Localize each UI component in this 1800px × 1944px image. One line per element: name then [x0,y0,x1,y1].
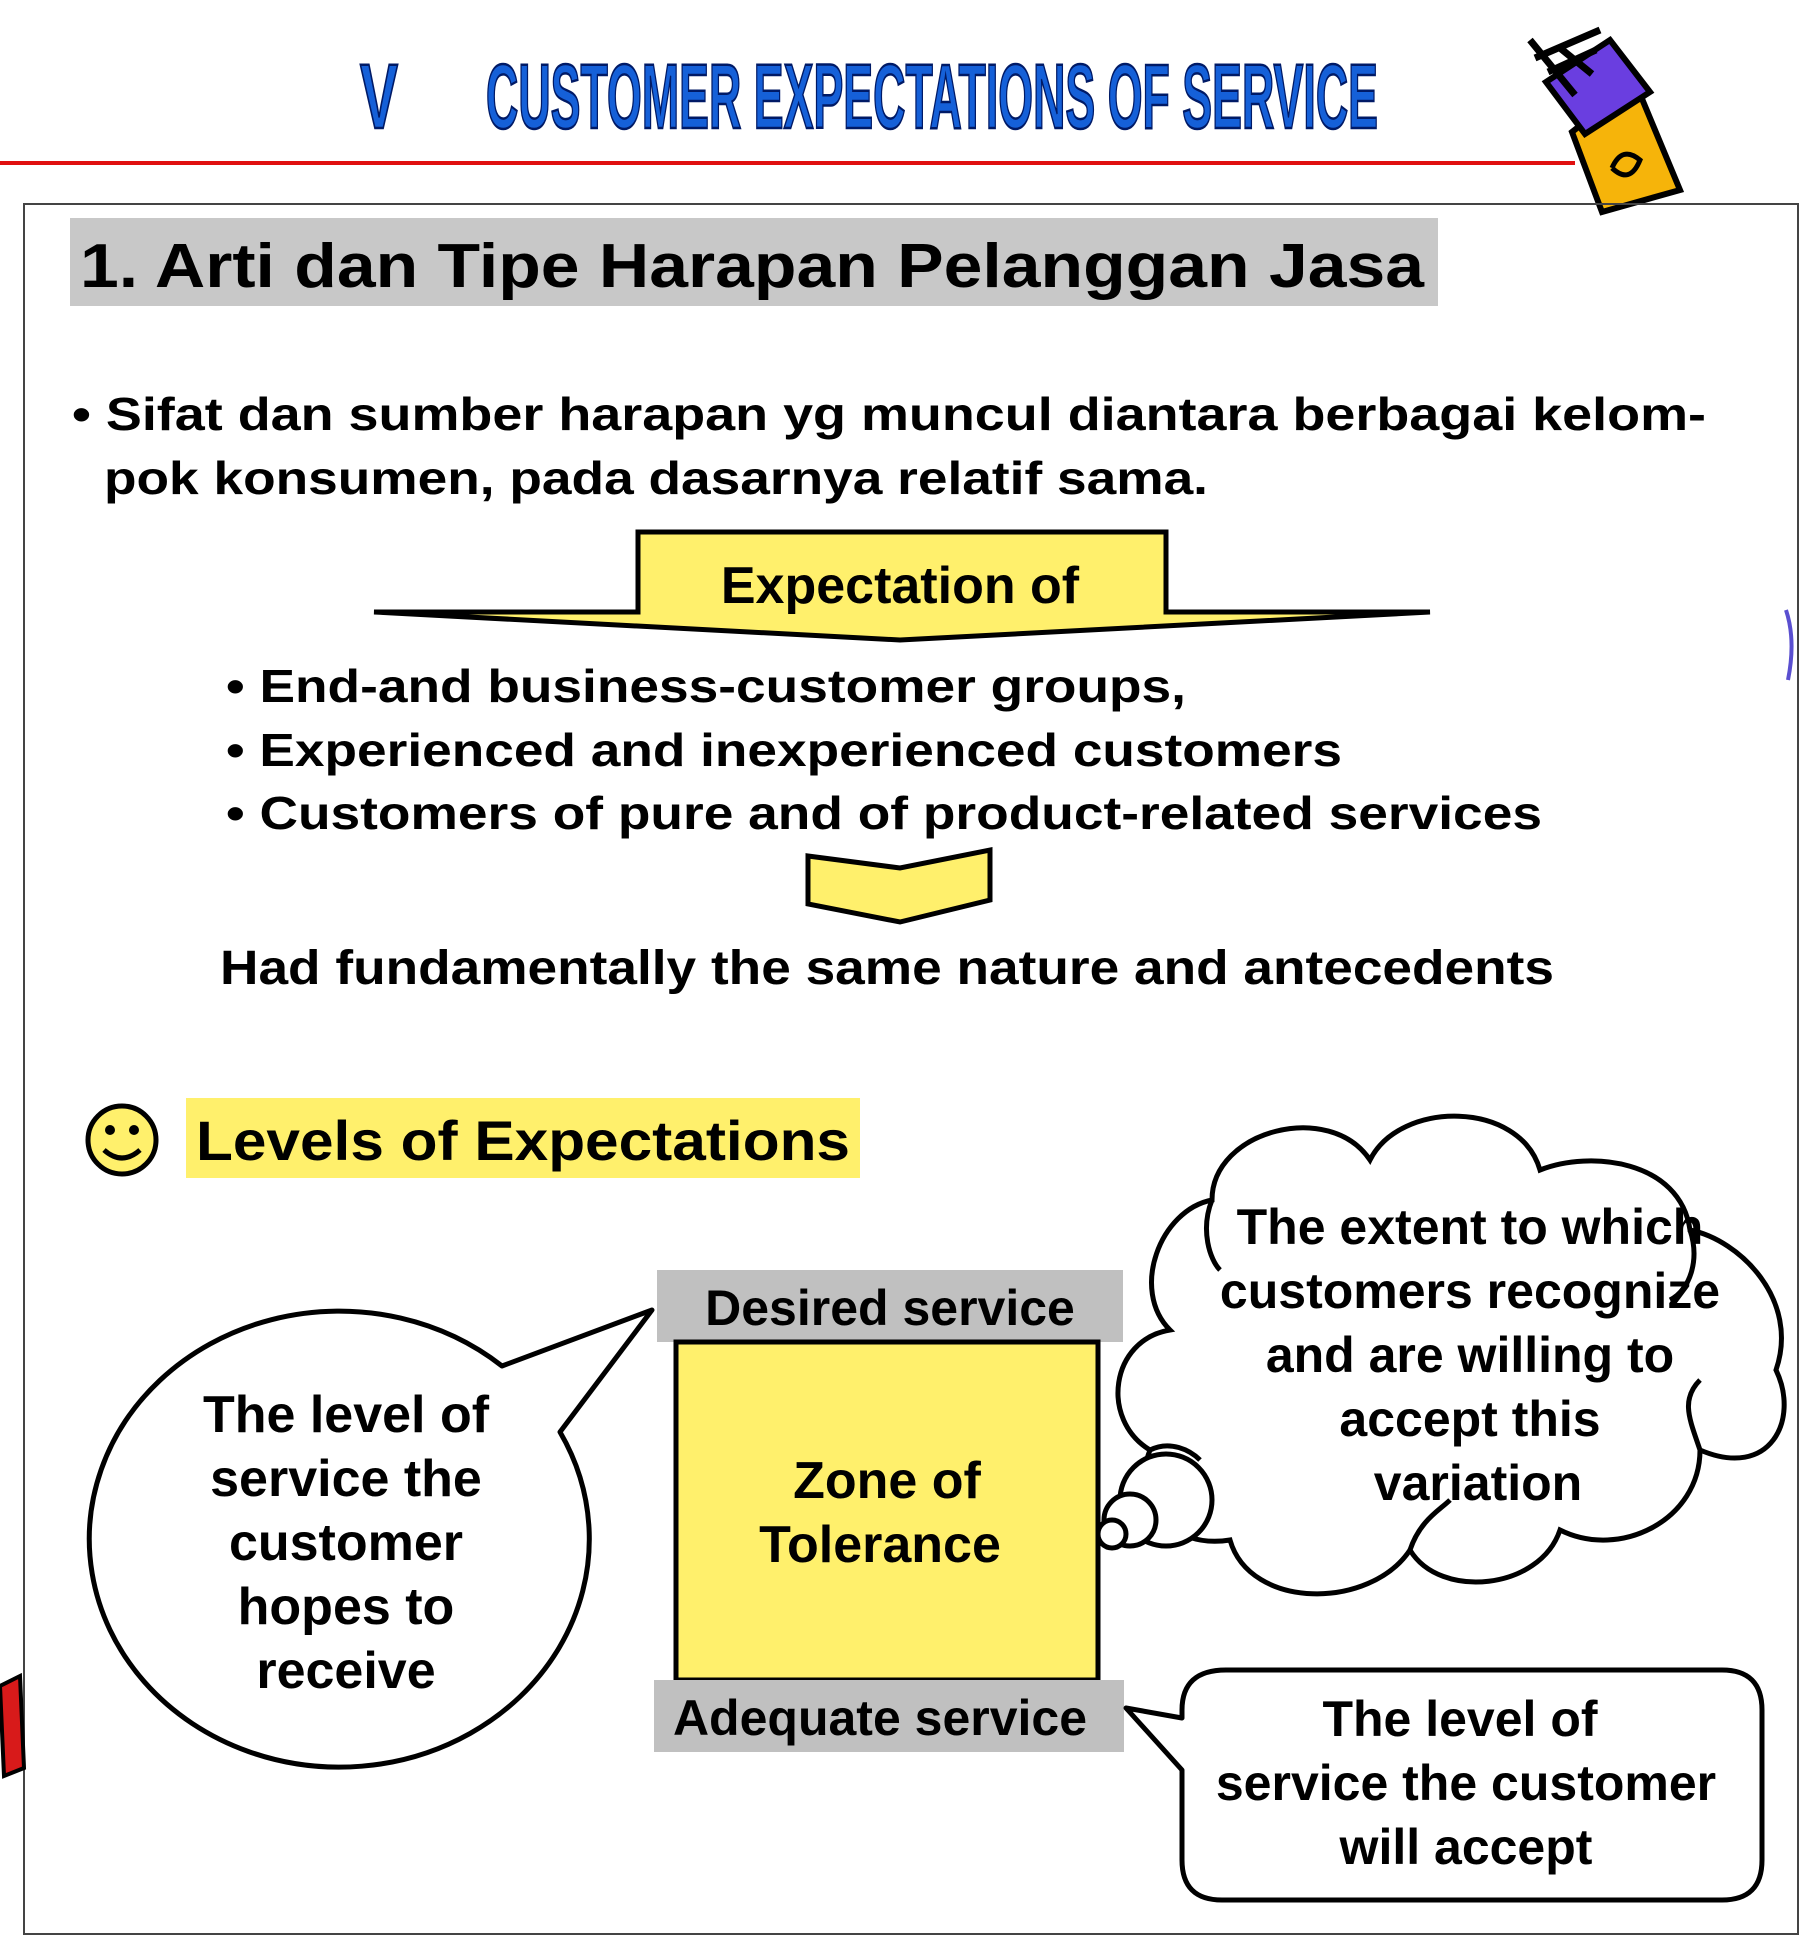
tolerance-callout-line-5: variation [1373,1455,1583,1511]
expectation-item-3: • Customers of pure and of product-related services [226,787,1542,839]
tolerance-callout-line-4: accept this [1339,1391,1601,1447]
slide-title: CUSTOMER EXPECTATIONS OF SERVICE [486,46,1378,148]
smiley-icon [88,1106,156,1174]
tolerance-callout-line-3: and are willing to [1265,1327,1675,1383]
levels-heading: Levels of Expectations [196,1109,850,1172]
section-heading: 1. Arti dan Tipe Harapan Pelanggan Jasa [80,232,1425,301]
desired-callout-line-1: The level of [202,1386,490,1444]
adequate-callout-line-2: service the customer [1215,1755,1717,1811]
desired-callout-line-5: receive [256,1642,436,1700]
zone-of-tolerance-box [676,1342,1098,1680]
desired-service-label: Desired service [705,1280,1075,1336]
expectation-item-1: • End-and business-customer groups, [226,660,1186,712]
expectation-item-2: • Experienced and inexperienced customers [226,724,1342,776]
zone-label-line-2: Tolerance [759,1516,1001,1574]
tolerance-callout-line-2: customers recognize [1219,1263,1721,1319]
adequate-callout-line-3: will accept [1339,1819,1593,1875]
adequate-callout-line-1: The level of [1322,1691,1598,1747]
desired-callout-line-4: hopes to [237,1578,455,1636]
expectation-label: Expectation of [720,557,1080,615]
edge-clipart-right [1786,610,1792,680]
down-chevron-icon [808,850,990,922]
zone-label-line-1: Zone of [793,1452,981,1510]
tolerance-callout-line-1: The extent to which [1236,1199,1704,1255]
desired-callout-line-2: service the [210,1450,482,1508]
pencil-icon [1530,30,1680,212]
slide-number: V [360,46,398,148]
edge-clipart-left [0,1676,24,1776]
adequate-service-label: Adequate service [672,1690,1088,1746]
expectation-conclusion: Had fundamentally the same nature and antecedents [220,942,1555,995]
intro-bullet-line-1: • Sifat dan sumber harapan yg muncul diantara berbagai kelom- [72,388,1706,440]
desired-callout-line-3: customer [228,1514,464,1572]
intro-bullet-line-2: pok konsumen, pada dasarnya relatif sama. [104,452,1208,504]
